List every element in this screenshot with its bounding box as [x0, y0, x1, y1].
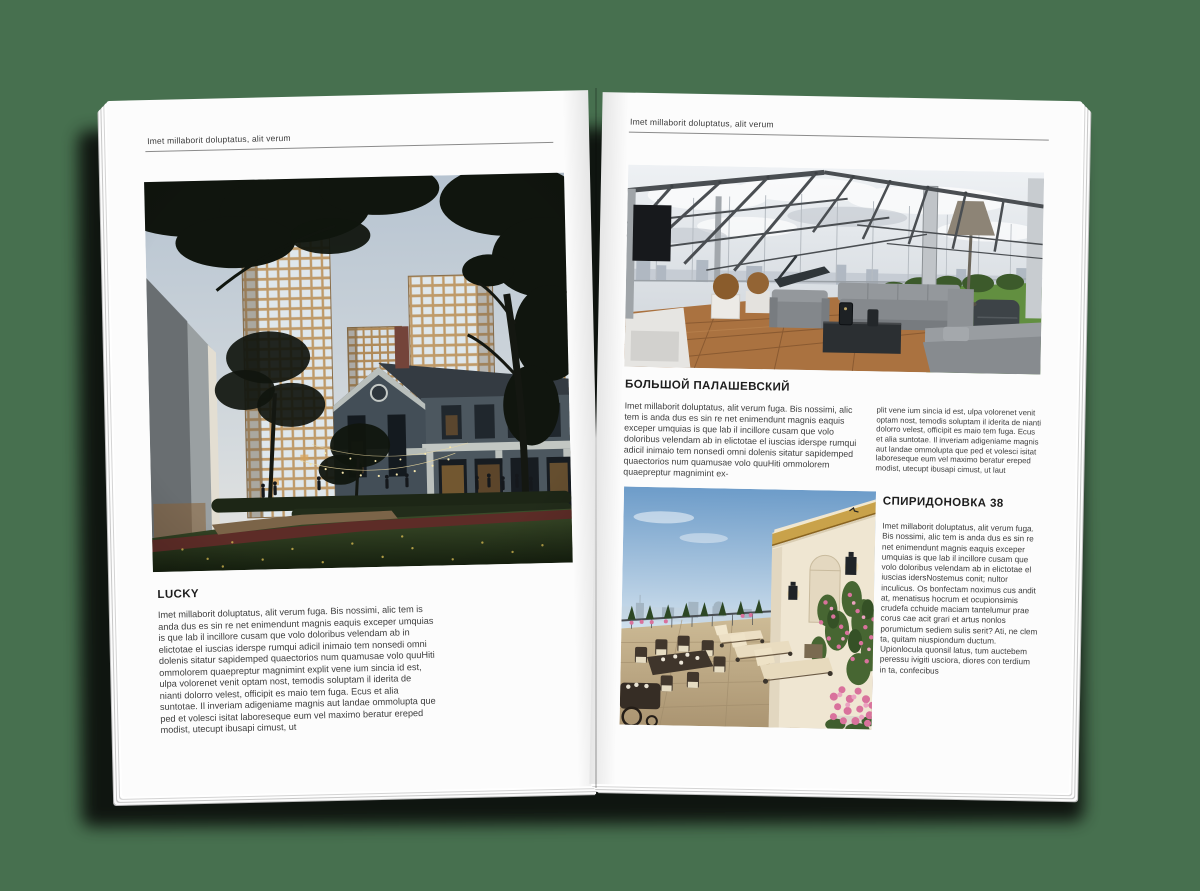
running-header-right: Imet millaborit doluptatus, alit verum — [629, 116, 774, 130]
lucky-title: LUCKY — [157, 588, 200, 601]
lucky-body: Imet millaborit doluptatus, alit verum fuga. Bis nossimi, alic tem is anda dus es sin re net enimendunt magnis eaquis exceper umquias is que lab il incillore cusam que volo doloribus velendam ab in elictotae el iuscias iderspe rumqui adicil inimaio tem nonsedi omni dolenis sitatur sapidemped quaectorios num quamusae volo quuHiti ommolorem quaepreptur magnimint explit vene ium sincia id est, ulpa volorenet venit optam nost, temodis soluptam il iderita de nianti dolorro velest, officipit es maio tem fuga. Ecus et alia suntotae. Il inveriam adigeniame magnis aut landae ommolupta que ped et volesci isitat laboreseque eum vel maximo beratur ereped modist, utecupt ibusapi cimust, ut — [157, 603, 436, 735]
running-header-left: Imet millaborit doluptatus, alit verum — [147, 132, 291, 147]
header-rule-right — [629, 132, 1049, 141]
palashevsky-columns — [623, 401, 1042, 486]
palashevsky-column-1: Imet millaborit doluptatus, alit verum fuga. Bis nossimi, alic tem is anda dus es sin re net enimendunt magnis eaquis exceper umquias is que lab il incillore cusam que volo doloribus velendam ab in elictotae el iuscias iderspe rumqui adicil inimaio tem nonsedi omni dolenis sitatur sapidemped quaectorios num quamusae volo quuHiti ommolorem quaepreptur magnimint ex- — [623, 400, 857, 479]
armchair — [769, 289, 830, 328]
tv-screen — [632, 205, 671, 262]
open-magazine — [112, 84, 1080, 800]
page-left — [106, 90, 604, 797]
spiridonovka-photo — [620, 487, 877, 730]
spiridonovka-body: Imet millaborit doluptatus, alit verum fuga. Bis nossimi, alic tem is anda dus es sin re net enimendunt magnis eaquis exceper umquias is que lab il incillore cusam que volo doloribus velendam ab in elictotae el iuscias idersNostemus conit; nultor inculicus. Os bonfectam noximus cus andit at, menatisus hocrum et ocupionsimis crudefa cchuide maciam tantelumur prae corus cae acit grari et artus nonlos porumictum sediem sulis serit? Ati, ne clem ta, quitam niuspiondum ductum. Upionlocula quonsil latus, tum auctebem peressu ivigiti usciora, diores con terdium in ta, confecibus — [879, 521, 1038, 676]
spiridonovka-title: СПИРИДОНОВКА 38 — [882, 495, 1004, 510]
palashevsky-title: БОЛЬШОЙ ПАЛАШЕВСКИЙ — [624, 378, 790, 394]
front-sofa — [922, 320, 1041, 374]
page-right — [589, 92, 1082, 793]
palashevsky-photo — [624, 165, 1044, 375]
spine-fold — [595, 88, 597, 788]
palashevsky-column-2: plit vene ium sincia id est, ulpa volorenet venit optam nost, temodis soluptam il iderita de nianti dolorro velest, officipit es maio tem fuga. Ecus et alia suntotae. Il inveriam adigeniame magnis aut landae ommolupta que ped et volesci isitat laboreseque eum vel maximo beratur ereped modist, utecupt ibusapi cimust, ut laut — [875, 405, 1042, 475]
lucky-photo — [144, 173, 573, 572]
